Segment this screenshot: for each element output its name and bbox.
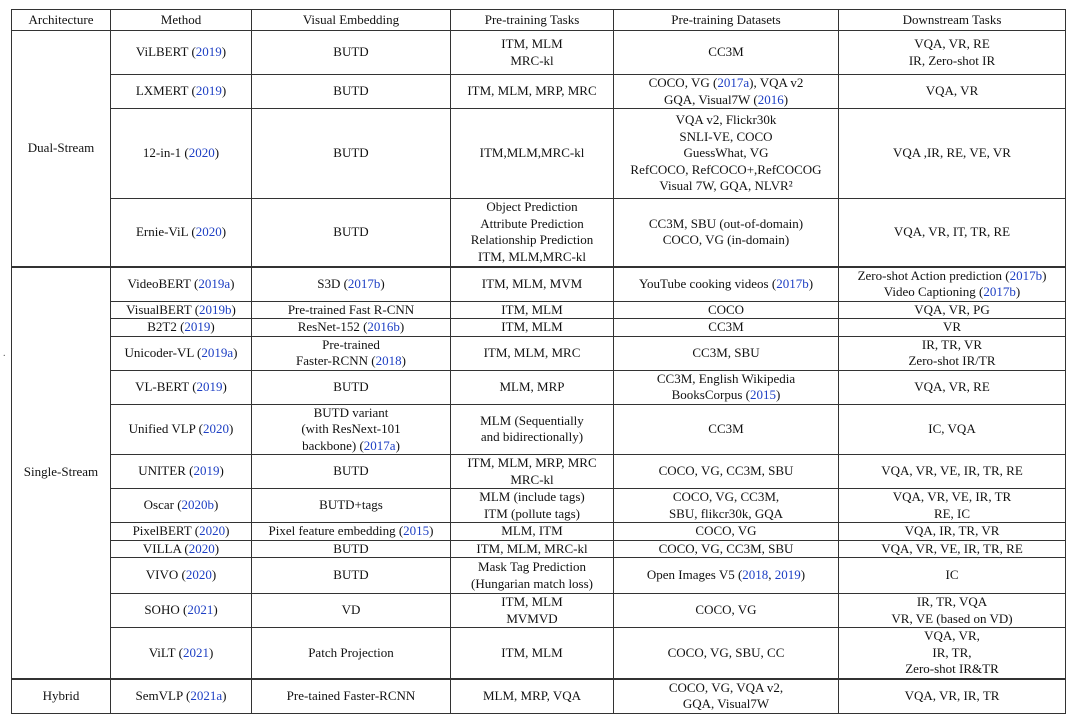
cell-line: ITM, MLM xyxy=(501,644,563,660)
header-visual-embedding: Visual Embedding xyxy=(252,10,451,31)
pretraining-datasets-cell xyxy=(614,319,839,337)
pretraining-datasets-cell xyxy=(614,540,839,558)
cell-line: ITM, MLM,MRC-kl xyxy=(478,248,586,264)
cell-line: UNITER (2019) xyxy=(138,463,224,479)
pretraining-tasks-cell xyxy=(451,336,614,370)
cell-line: Zero-shot IR&TR xyxy=(905,661,999,676)
cell-line: BUTD xyxy=(333,83,369,99)
downstream-tasks-cell xyxy=(839,455,1066,489)
visual-embedding-cell xyxy=(252,628,451,679)
pretraining-tasks-cell xyxy=(451,301,614,319)
cell-line: SOHO (2021) xyxy=(144,602,218,618)
method-cell xyxy=(111,75,252,109)
table-row xyxy=(12,558,1066,594)
cell-line: GQA, Visual7W xyxy=(682,696,770,711)
pretraining-tasks-cell xyxy=(451,594,614,628)
cell-line: MRC-kl xyxy=(510,52,554,68)
cell-line: COCO, VG xyxy=(695,602,757,618)
cell-line: SNLI-VE, COCO xyxy=(679,128,773,144)
cell-line: ViLT (2021) xyxy=(148,644,214,660)
downstream-tasks-cell xyxy=(839,301,1066,319)
cell-line: ViLBERT (2019) xyxy=(135,44,227,60)
table-row xyxy=(12,301,1066,319)
citation-link[interactable]: 2021 xyxy=(187,602,214,618)
cell-line: IR, TR, xyxy=(932,644,972,660)
method-cell xyxy=(111,594,252,628)
pretraining-datasets-cell xyxy=(614,594,839,628)
cell-line: ITM (pollute tags) xyxy=(483,505,581,521)
citation-link[interactable]: 2020 xyxy=(199,523,226,538)
downstream-tasks-cell xyxy=(839,370,1066,404)
cell-line: BUTD xyxy=(333,378,369,394)
method-cell xyxy=(111,558,252,594)
cell-line: Pre-trained xyxy=(322,336,380,352)
visual-embedding-cell xyxy=(252,319,451,337)
cell-line: CC3M, English Wikipedia xyxy=(656,370,796,386)
cell-line: MRC-kl xyxy=(510,471,554,487)
vlp-model-table xyxy=(11,9,1066,714)
table-row xyxy=(12,594,1066,628)
visual-embedding-cell xyxy=(252,199,451,267)
citation-link[interactable]: 2018 xyxy=(742,567,769,583)
table-row xyxy=(12,199,1066,267)
method-cell xyxy=(111,319,252,337)
citation-link[interactable]: 2020 xyxy=(203,421,230,436)
cell-line: COCO, VG (2017a), VQA v2 xyxy=(648,75,804,90)
pretraining-tasks-cell xyxy=(451,540,614,558)
pretraining-tasks-cell xyxy=(451,370,614,404)
cell-line: COCO, VG, VQA v2, xyxy=(668,679,784,695)
table-row xyxy=(12,404,1066,455)
downstream-tasks-cell xyxy=(839,679,1066,714)
cell-line: Unified VLP (2020) xyxy=(128,421,234,436)
cell-line: CC3M, SBU xyxy=(692,344,760,360)
citation-link[interactable]: 2019 xyxy=(195,83,222,99)
cell-line: Pixel feature embedding (2015) xyxy=(268,523,434,538)
cell-line: Zero-shot Action prediction (2017b) xyxy=(857,267,1047,283)
pretraining-datasets-cell xyxy=(614,523,839,541)
cell-line: backbone) (2017a) xyxy=(302,437,400,453)
cell-line: 12-in-1 (2020) xyxy=(142,145,220,161)
pretraining-tasks-cell xyxy=(451,31,614,75)
cell-line: ITM, MLM, MRP, MRC xyxy=(467,455,597,470)
table-row xyxy=(12,370,1066,404)
cell-line: VL-BERT (2019) xyxy=(135,378,227,394)
stray-mark: . xyxy=(3,348,6,359)
pretraining-tasks-cell xyxy=(451,558,614,594)
visual-embedding-cell xyxy=(252,455,451,489)
cell-line: Open Images V5 (2018, 2019) xyxy=(646,567,806,583)
cell-line: Pre-tained Faster-RCNN xyxy=(286,687,416,703)
cell-line: COCO, VG, SBU, CC xyxy=(667,644,785,660)
citation-link[interactable]: 2017b xyxy=(1009,267,1043,283)
cell-line: VQA ,IR, RE, VE, VR xyxy=(893,145,1011,161)
cell-line: VQA, VR, VE, IR, TR xyxy=(892,489,1012,504)
visual-embedding-cell xyxy=(252,594,451,628)
cell-line: BooksCorpus (2015) xyxy=(671,387,781,402)
pretraining-datasets-cell xyxy=(614,199,839,267)
cell-line: VQA, VR, xyxy=(924,628,980,643)
downstream-tasks-cell xyxy=(839,540,1066,558)
cell-line: PixelBERT (2020) xyxy=(132,523,230,538)
cell-line: BUTD xyxy=(333,463,369,479)
cell-line: YouTube cooking videos (2017b) xyxy=(638,275,814,291)
pretraining-tasks-cell xyxy=(451,75,614,109)
method-cell xyxy=(111,109,252,199)
visual-embedding-cell xyxy=(252,336,451,370)
visual-embedding-cell xyxy=(252,109,451,199)
pretraining-datasets-cell xyxy=(614,75,839,109)
table-row xyxy=(12,267,1066,302)
table-row xyxy=(12,489,1066,523)
downstream-tasks-cell xyxy=(839,267,1066,302)
citation-link[interactable]: 2016 xyxy=(757,91,784,107)
cell-line: S3D (2017b) xyxy=(317,275,385,291)
header-architecture: Architecture xyxy=(12,10,111,31)
cell-line: ITM, MLM, MRC-kl xyxy=(476,540,588,556)
citation-link[interactable]: 2019b xyxy=(199,301,232,317)
cell-line: IR, Zero-shot IR xyxy=(908,52,996,68)
cell-line: VD xyxy=(341,602,361,618)
pretraining-datasets-cell xyxy=(614,267,839,302)
visual-embedding-cell xyxy=(252,301,451,319)
table-row xyxy=(12,319,1066,337)
cell-line: Zero-shot IR/TR xyxy=(908,353,996,368)
cell-line: MLM, ITM xyxy=(501,523,563,538)
pretraining-datasets-cell xyxy=(614,679,839,714)
table-row xyxy=(12,540,1066,558)
table-row xyxy=(12,75,1066,109)
table-row xyxy=(12,679,1066,714)
cell-line: CC3M xyxy=(708,319,744,334)
cell-line: ITM,MLM,MRC-kl xyxy=(479,145,585,161)
cell-line: Faster-RCNN (2018) xyxy=(296,353,406,368)
cell-line: BUTD variant xyxy=(313,404,389,420)
cell-line: BUTD xyxy=(333,145,369,161)
cell-line: VIVO (2020) xyxy=(145,567,217,583)
visual-embedding-cell xyxy=(252,75,451,109)
cell-line: Mask Tag Prediction xyxy=(478,559,586,574)
cell-line: ITM, MLM xyxy=(501,301,563,317)
pretraining-tasks-cell xyxy=(451,319,614,337)
cell-line: Object Prediction xyxy=(486,199,578,215)
cell-line: ITM, MLM, MRC xyxy=(483,344,581,360)
cell-line: ITM, MLM, MVM xyxy=(481,275,583,291)
cell-line: Visual 7W, GQA, NLVR² xyxy=(659,178,793,194)
citation-link[interactable]: 2019a xyxy=(198,275,231,291)
citation-link[interactable]: 2019a xyxy=(201,344,234,360)
cell-line: MVMVD xyxy=(506,610,558,626)
pretraining-datasets-cell xyxy=(614,404,839,455)
cell-line: ITM, MLM xyxy=(501,594,563,609)
cell-line: BUTD xyxy=(333,44,369,60)
citation-link[interactable]: 2017a xyxy=(717,75,750,90)
table-row xyxy=(12,336,1066,370)
visual-embedding-cell xyxy=(252,558,451,594)
cell-line: Pre-trained Fast R-CNN xyxy=(287,301,415,317)
pretraining-tasks-cell xyxy=(451,489,614,523)
cell-line: VQA v2, Flickr30k xyxy=(675,112,777,128)
downstream-tasks-cell xyxy=(839,31,1066,75)
downstream-tasks-cell xyxy=(839,109,1066,199)
method-cell xyxy=(111,455,252,489)
pretraining-tasks-cell xyxy=(451,199,614,267)
citation-link[interactable]: 2021 xyxy=(182,644,209,660)
cell-line: IC xyxy=(945,567,959,583)
cell-line: MLM (Sequentially xyxy=(480,412,584,428)
cell-line: MLM, MRP, VQA xyxy=(482,687,581,703)
cell-line: IR, TR, VR xyxy=(921,336,983,352)
citation-link[interactable]: 2019 xyxy=(774,567,801,583)
pretraining-datasets-cell xyxy=(614,109,839,199)
cell-line: COCO xyxy=(707,301,745,317)
cell-line: BUTD xyxy=(333,567,369,583)
cell-line: VideoBERT (2019a) xyxy=(127,275,235,291)
cell-line: B2T2 (2019) xyxy=(147,319,215,334)
cell-line: IC, VQA xyxy=(928,421,976,436)
method-cell xyxy=(111,31,252,75)
cell-line: COCO, VG, CC3M, SBU xyxy=(658,540,794,556)
downstream-tasks-cell xyxy=(839,199,1066,267)
cell-line: SBU, flikcr30k, GQA xyxy=(668,505,784,521)
pretraining-tasks-cell xyxy=(451,267,614,302)
method-cell xyxy=(111,628,252,679)
cell-line: Attribute Prediction xyxy=(480,215,584,231)
method-cell xyxy=(111,336,252,370)
citation-link[interactable]: 2015 xyxy=(750,387,777,402)
pretraining-datasets-cell xyxy=(614,628,839,679)
cell-line: VQA, VR, IR, TR xyxy=(904,687,1000,703)
cell-line: VQA, VR, RE xyxy=(914,378,990,394)
citation-link[interactable]: 2019 xyxy=(195,44,222,60)
pretraining-datasets-cell xyxy=(614,301,839,319)
downstream-tasks-cell xyxy=(839,75,1066,109)
citation-link[interactable]: 2019 xyxy=(193,463,220,479)
method-cell xyxy=(111,540,252,558)
citation-link[interactable]: 2019 xyxy=(196,378,223,394)
pretraining-datasets-cell xyxy=(614,31,839,75)
table-body xyxy=(12,31,1066,714)
cell-line: MLM, MRP xyxy=(499,378,565,394)
citation-link[interactable]: 2016b xyxy=(367,319,400,334)
pretraining-tasks-cell xyxy=(451,523,614,541)
header-row xyxy=(12,10,1066,31)
visual-embedding-cell xyxy=(252,370,451,404)
method-cell xyxy=(111,301,252,319)
cell-line: (Hungarian match loss) xyxy=(470,575,594,591)
method-cell xyxy=(111,199,252,267)
header-pretraining-tasks: Pre-training Tasks xyxy=(451,10,614,31)
architecture-cell: Single-Stream xyxy=(12,267,111,679)
cell-line: Patch Projection xyxy=(308,644,394,660)
header-pretraining-datasets: Pre-training Datasets xyxy=(614,10,839,31)
architecture-cell: Hybrid xyxy=(12,679,111,714)
downstream-tasks-cell xyxy=(839,404,1066,455)
cell-line: Ernie-ViL (2020) xyxy=(135,224,227,239)
method-cell xyxy=(111,489,252,523)
downstream-tasks-cell xyxy=(839,558,1066,594)
pretraining-datasets-cell xyxy=(614,558,839,594)
downstream-tasks-cell xyxy=(839,523,1066,541)
citation-link[interactable]: 2015 xyxy=(403,523,430,538)
cell-line: BUTD xyxy=(333,224,369,239)
cell-line: (with ResNext-101 xyxy=(301,421,401,436)
cell-line: VQA, VR, IT, TR, RE xyxy=(893,224,1011,239)
table-row xyxy=(12,109,1066,199)
pretraining-tasks-cell xyxy=(451,628,614,679)
citation-link[interactable]: 2021a xyxy=(190,687,223,703)
cell-line: MLM (include tags) xyxy=(479,489,585,504)
cell-line: ResNet-152 (2016b) xyxy=(297,319,405,334)
downstream-tasks-cell xyxy=(839,319,1066,337)
cell-line: VisualBERT (2019b) xyxy=(126,301,236,317)
cell-line: GQA, Visual7W (2016) xyxy=(663,91,789,107)
cell-line: GuessWhat, VG xyxy=(683,145,769,161)
cell-line: COCO, VG, CC3M, SBU xyxy=(658,463,794,479)
pretraining-datasets-cell xyxy=(614,370,839,404)
table-row xyxy=(12,31,1066,75)
citation-link[interactable]: 2017b xyxy=(347,275,381,291)
visual-embedding-cell xyxy=(252,679,451,714)
cell-line: Oscar (2020b) xyxy=(143,497,219,513)
downstream-tasks-cell xyxy=(839,594,1066,628)
table-row xyxy=(12,455,1066,489)
method-cell xyxy=(111,679,252,714)
cell-line: Relationship Prediction xyxy=(470,232,594,248)
table-row xyxy=(12,523,1066,541)
cell-line: VILLA (2020) xyxy=(142,540,220,556)
pretraining-tasks-cell xyxy=(451,404,614,455)
pretraining-tasks-cell xyxy=(451,109,614,199)
pretraining-datasets-cell xyxy=(614,336,839,370)
cell-line: BUTD xyxy=(333,540,369,556)
cell-line: VR, VE (based on VD) xyxy=(891,610,1013,626)
downstream-tasks-cell xyxy=(839,489,1066,523)
cell-line: VQA, VR xyxy=(925,83,979,99)
cell-line: BUTD+tags xyxy=(319,497,383,513)
cell-line: ITM, MLM xyxy=(501,319,563,334)
citation-link[interactable]: 2020 xyxy=(185,567,212,583)
pretraining-datasets-cell xyxy=(614,455,839,489)
citation-link[interactable]: 2020 xyxy=(188,540,215,556)
cell-line: VQA, VR, VE, IR, TR, RE xyxy=(881,463,1023,479)
cell-line: CC3M xyxy=(708,44,744,60)
pretraining-tasks-cell xyxy=(451,455,614,489)
cell-line: Video Captioning (2017b) xyxy=(883,284,1021,299)
citation-link[interactable]: 2018 xyxy=(375,353,402,368)
cell-line: VQA, IR, TR, VR xyxy=(904,523,1000,538)
cell-line: SemVLP (2021a) xyxy=(135,687,227,703)
cell-line: VR xyxy=(942,319,962,334)
citation-link[interactable]: 2020b xyxy=(181,497,215,513)
pretraining-tasks-cell xyxy=(451,679,614,714)
cell-line: Unicoder-VL (2019a) xyxy=(124,344,238,360)
citation-link[interactable]: 2019 xyxy=(184,319,211,334)
method-cell xyxy=(111,267,252,302)
cell-line: CC3M, SBU (out-of-domain) xyxy=(648,215,804,231)
cell-line: CC3M xyxy=(708,421,744,436)
cell-line: IR, TR, VQA xyxy=(916,594,988,609)
downstream-tasks-cell xyxy=(839,336,1066,370)
method-cell xyxy=(111,404,252,455)
cell-line: LXMERT (2019) xyxy=(135,83,227,99)
cell-line: ITM, MLM, MRP, MRC xyxy=(467,83,597,99)
visual-embedding-cell xyxy=(252,540,451,558)
cell-line: and bidirectionally) xyxy=(480,429,584,445)
cell-line: VQA, VR, VE, IR, TR, RE xyxy=(881,540,1023,556)
visual-embedding-cell xyxy=(252,489,451,523)
cell-line: COCO, VG, CC3M, xyxy=(672,489,780,504)
citation-link[interactable]: 2017b xyxy=(776,275,809,291)
cell-line: VQA, VR, RE xyxy=(914,36,990,51)
method-cell xyxy=(111,370,252,404)
citation-link[interactable]: 2020 xyxy=(188,145,215,161)
visual-embedding-cell xyxy=(252,267,451,302)
citation-link[interactable]: 2017b xyxy=(983,284,1016,299)
architecture-cell: Dual-Stream xyxy=(12,31,111,267)
pretraining-datasets-cell xyxy=(614,489,839,523)
downstream-tasks-cell xyxy=(839,628,1066,679)
visual-embedding-cell xyxy=(252,31,451,75)
cell-line: COCO, VG (in-domain) xyxy=(662,232,790,248)
visual-embedding-cell xyxy=(252,404,451,455)
cell-line: ITM, MLM xyxy=(501,36,563,51)
method-cell xyxy=(111,523,252,541)
cell-line: VQA, VR, PG xyxy=(914,301,990,317)
header-method: Method xyxy=(111,10,252,31)
cell-line: COCO, VG xyxy=(695,523,757,538)
table-row xyxy=(12,628,1066,679)
header-downstream-tasks: Downstream Tasks xyxy=(839,10,1066,31)
cell-line: RefCOCO, RefCOCO+,RefCOCOG xyxy=(630,161,822,177)
citation-link[interactable]: 2017a xyxy=(363,437,396,453)
citation-link[interactable]: 2020 xyxy=(195,224,222,239)
cell-line: RE, IC xyxy=(933,505,971,521)
visual-embedding-cell xyxy=(252,523,451,541)
